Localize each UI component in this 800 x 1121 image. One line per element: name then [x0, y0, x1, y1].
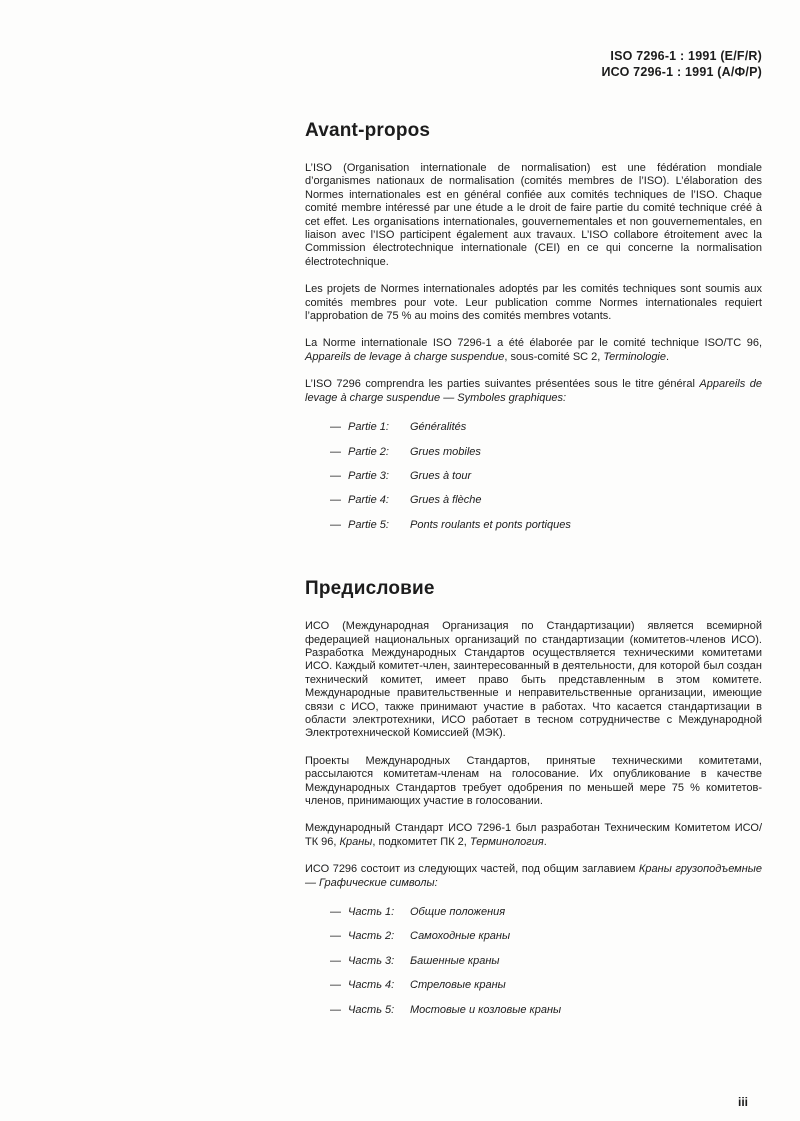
list-dash: — — [330, 469, 341, 482]
list-dash: — — [330, 954, 341, 967]
list-item — [330, 1004, 762, 1017]
page-number: iii — [737, 1095, 748, 1109]
list-item — [330, 906, 762, 919]
fr-p3-text-2: , sous-comité SC 2, — [504, 350, 604, 363]
french-parts-list — [330, 421, 762, 532]
ru-p3-italic-subcommittee: Терминология — [469, 835, 544, 848]
ru-p3-italic-committee: Краны — [339, 835, 373, 848]
list-dash: — — [330, 421, 341, 434]
part-label: Часть 1: — [348, 906, 395, 919]
document-reference-header — [305, 48, 762, 80]
list-item — [330, 955, 762, 968]
ru-paragraph-1: ИСО (Международная Организация по Стандартизации) является всемирной федерацией национальных организаций по стандартизации (комитетов-членов ИСО). Разработка Международных Стандартов осуществляется техническими комитетами ИСО. Каждый комитет-член, заинтересованный в деятельности, для которой был создан технический комитет, имеет право быть представленным в этом комитете. Международные правительственные и неправительственные организации, имеющие связи с ИСО, также принимают участие в работах. Что касается стандартизации в области электротехники, ИСО работает в тесном сотрудничестве с Международной Электротехнической Комиссией (МЭК). — [305, 620, 762, 740]
list-dash: — — [330, 518, 341, 531]
ru-paragraph-2: Проекты Международных Стандартов, принятые техническими комитетами, рассылаются комитетам-членам на голосование. Их опубликование в качестве Международных Стандартов требует одобрения по меньшей мере 75 % комитетов-членов, принимающих участие в голосовании. — [305, 754, 762, 807]
list-item — [330, 470, 762, 483]
part-title: Самоходные краны — [410, 930, 511, 943]
list-item — [330, 979, 762, 992]
page-content — [305, 0, 762, 1017]
russian-section-title: Предисловие — [305, 578, 435, 600]
fr-p3-text: La Norme internationale ISO 7296-1 a été élaborée par le comité technique ISO/TC 96, — [305, 337, 762, 350]
ru-paragraph-3 — [305, 822, 762, 849]
fr-paragraph-3 — [305, 337, 762, 364]
list-item — [330, 421, 762, 434]
part-title: Башенные краны — [410, 954, 500, 967]
doc-ref-iso: ISO 7296-1 : 1991 (E/F/R) — [610, 49, 762, 63]
list-dash: — — [330, 1003, 341, 1016]
list-item — [330, 930, 762, 943]
part-label: Partie 2: — [348, 445, 389, 458]
list-dash: — — [330, 906, 341, 919]
ru-p3-text-2: , подкомитет ПК 2, — [372, 835, 470, 848]
list-item — [330, 519, 762, 532]
part-title: Ponts roulants et ponts portiques — [410, 518, 571, 531]
part-label: Часть 4: — [348, 979, 395, 992]
doc-ref-iso-cyrillic: ИСО 7296-1 : 1991 (А/Ф/Р) — [601, 65, 762, 79]
part-label: Часть 2: — [348, 930, 395, 943]
russian-parts-list — [330, 906, 762, 1017]
part-title: Мостовые и козловые краны — [410, 1003, 562, 1016]
fr-p3-text-3: . — [666, 350, 670, 363]
part-label: Partie 4: — [348, 494, 389, 507]
fr-p3-italic-committee: Appareils de levage à charge suspendue — [305, 350, 505, 363]
ru-paragraph-4 — [305, 863, 762, 890]
ru-p3-text: Международный Стандарт ИСО 7296-1 был разработан Техническим Комитетом ИСО/ТК 96, — [305, 822, 762, 848]
part-label: Partie 5: — [348, 518, 389, 531]
list-item — [330, 494, 762, 507]
fr-paragraph-4 — [305, 378, 762, 405]
part-label: Часть 3: — [348, 954, 395, 967]
ru-p3-text-3: . — [543, 835, 547, 848]
list-dash: — — [330, 494, 341, 507]
part-title: Grues à flèche — [410, 494, 482, 507]
ru-p4-italic-series-title: Краны грузоподъемные — Графические символы: — [305, 863, 762, 889]
fr-paragraph-1: L’ISO (Organisation internationale de normalisation) est une fédération mondiale d’organismes nationaux de normalisation (comités membres de l’ISO). L’élaboration des Normes internationales est en général confiée aux comités techniques de l’ISO. Chaque comité membre intéressé par une étude a le droit de faire partie du comité technique créé à cet effet. Les organisations internationales, gouvernementales et non gouvernementales, en liaison avec l’ISO participent également aux travaux. L’ISO collabore étroitement avec la Commission électrotechnique internationale (CEI) en ce qui concerne la normalisation électrotechnique. — [305, 162, 762, 268]
french-section-title: Avant-propos — [305, 120, 431, 141]
part-label: Часть 5: — [348, 1003, 395, 1016]
fr-p3-italic-subcommittee: Terminologie — [603, 350, 666, 363]
part-label: Partie 1: — [348, 421, 389, 434]
part-label: Partie 3: — [348, 469, 389, 482]
part-title: Общие положения — [410, 906, 506, 919]
fr-p4-italic-series-title: Appareils de levage à charge suspendue — Symboles graphiques: — [305, 378, 762, 404]
ru-p4-text: ИСО 7296 состоит из следующих частей, под общим заглавием — [305, 863, 639, 876]
part-title: Стреловые краны — [410, 979, 506, 992]
part-title: Grues mobiles — [410, 445, 481, 458]
fr-paragraph-2: Les projets de Normes internationales adoptés par les comités techniques sont soumis aux comités membres pour vote. Leur publication comme Normes internationales requiert l’approbation de 75 % au moins des comités membres votants. — [305, 283, 762, 323]
part-title: Généralités — [410, 421, 467, 434]
list-dash: — — [330, 445, 341, 458]
list-dash: — — [330, 930, 341, 943]
list-dash: — — [330, 979, 341, 992]
fr-p4-text: L’ISO 7296 comprendra les parties suivantes présentées sous le titre général — [305, 378, 700, 391]
list-item — [330, 446, 762, 459]
part-title: Grues à tour — [410, 469, 472, 482]
